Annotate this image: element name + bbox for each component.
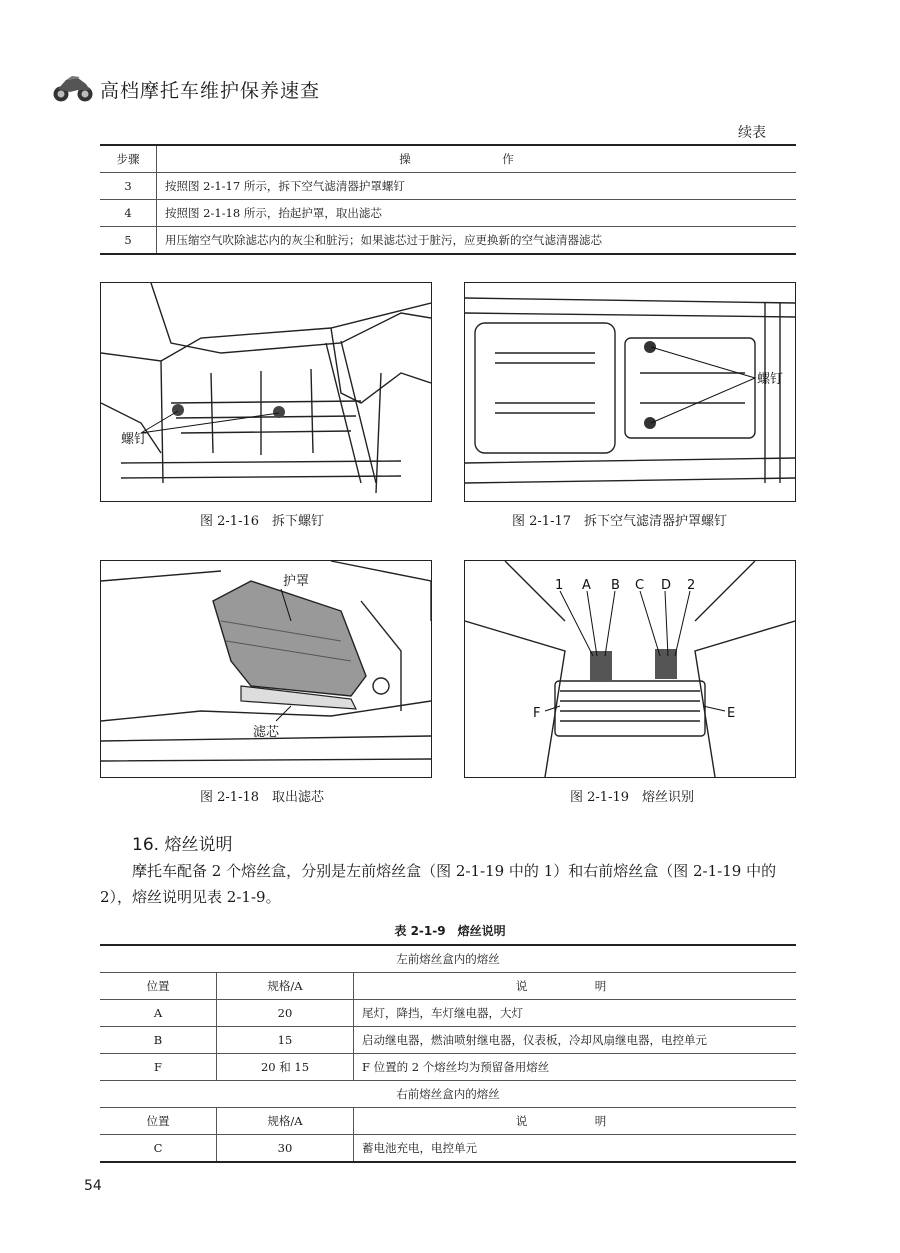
book-title: 高档摩托车维护保养速查	[100, 80, 321, 102]
header-position: 位置	[100, 1108, 217, 1135]
step-operation: 按照图 2-1-17 所示，拆下空气滤清器护罩螺钉	[157, 173, 797, 200]
step-number: 5	[100, 227, 157, 255]
label-fuse-d: D	[661, 578, 672, 593]
header-position: 位置	[100, 973, 217, 1000]
fuse-table	[100, 944, 796, 1163]
figure-caption: 图 2-1-19 熔丝识别	[570, 790, 695, 805]
label-fuse-box-2: 2	[687, 578, 696, 593]
table-row	[100, 1000, 796, 1027]
figure-remove-cover-screws	[464, 282, 796, 502]
label-screw: 螺钉	[757, 372, 784, 387]
table-row	[100, 1027, 796, 1054]
fuse-spec: 30	[217, 1135, 354, 1163]
step-operation: 用压缩空气吹除滤芯内的灰尘和脏污；如果滤芯过于脏污，应更换新的空气滤清器滤芯	[157, 227, 797, 255]
left-box-title: 左前熔丝盒内的熔丝	[100, 945, 796, 973]
fuse-spec: 15	[217, 1027, 354, 1054]
fuse-position: B	[100, 1027, 217, 1054]
figure-caption: 图 2-1-17 拆下空气滤清器护罩螺钉	[512, 514, 728, 529]
header-description: 说 明	[354, 973, 797, 1000]
fuse-position: F	[100, 1054, 217, 1081]
step-number: 4	[100, 200, 157, 227]
label-fuse-b: B	[611, 578, 620, 593]
label-fuse-c: C	[635, 578, 645, 593]
table-row	[100, 173, 796, 200]
table-row	[100, 973, 796, 1000]
figure-remove-screws	[100, 282, 432, 502]
fuse-spec: 20 和 15	[217, 1054, 354, 1081]
figure-fuse-identification	[464, 560, 796, 778]
section-title: 16. 熔丝说明	[132, 835, 233, 855]
table-row	[100, 1108, 796, 1135]
header-description: 说 明	[354, 1108, 797, 1135]
header-operation: 操 作	[157, 145, 797, 173]
continued-label: 续表	[738, 125, 766, 141]
right-box-title: 右前熔丝盒内的熔丝	[100, 1081, 796, 1108]
label-cover: 护罩	[283, 574, 310, 589]
fuse-description: 蓄电池充电，电控单元	[354, 1135, 797, 1163]
step-number: 3	[100, 173, 157, 200]
steps-table	[100, 144, 796, 255]
table-row	[100, 200, 796, 227]
table-title: 表 2-1-9 熔丝说明	[394, 924, 506, 938]
figure-caption: 图 2-1-16 拆下螺钉	[200, 514, 325, 529]
fuse-position: C	[100, 1135, 217, 1163]
label-fuse-e: E	[727, 706, 736, 721]
label-screw: 螺钉	[121, 432, 148, 447]
header-spec: 规格/A	[217, 973, 354, 1000]
figure-caption: 图 2-1-18 取出滤芯	[200, 790, 325, 805]
step-operation: 按照图 2-1-18 所示，抬起护罩，取出滤芯	[157, 200, 797, 227]
section-paragraph: 摩托车配备 2 个熔丝盒，分别是左前熔丝盒（图 2-1-19 中的 1）和右前熔丝盒（图 2-1-19 中的 2），熔丝说明见表 2-1-9。	[100, 862, 777, 906]
fuse-position: A	[100, 1000, 217, 1027]
table-row	[100, 1135, 796, 1163]
table-row	[100, 1054, 796, 1081]
header-step: 步骤	[100, 145, 157, 173]
label-filter: 滤芯	[253, 725, 280, 740]
table-row	[100, 227, 796, 255]
fuse-spec: 20	[217, 1000, 354, 1027]
fuse-description: 尾灯，降挡，车灯继电器，大灯	[354, 1000, 797, 1027]
label-fuse-box-1: 1	[555, 578, 564, 593]
header-spec: 规格/A	[217, 1108, 354, 1135]
page-number: 54	[84, 1178, 102, 1194]
label-fuse-f: F	[533, 706, 541, 721]
label-fuse-a: A	[582, 578, 591, 593]
table-row	[100, 1081, 796, 1108]
figure-remove-filter	[100, 560, 432, 778]
motorcycle-icon	[52, 72, 94, 104]
fuse-description: F 位置的 2 个熔丝均为预留备用熔丝	[354, 1054, 797, 1081]
table-row	[100, 945, 796, 973]
fuse-description: 启动继电器，燃油喷射继电器，仪表板，冷却风扇继电器，电控单元	[354, 1027, 797, 1054]
